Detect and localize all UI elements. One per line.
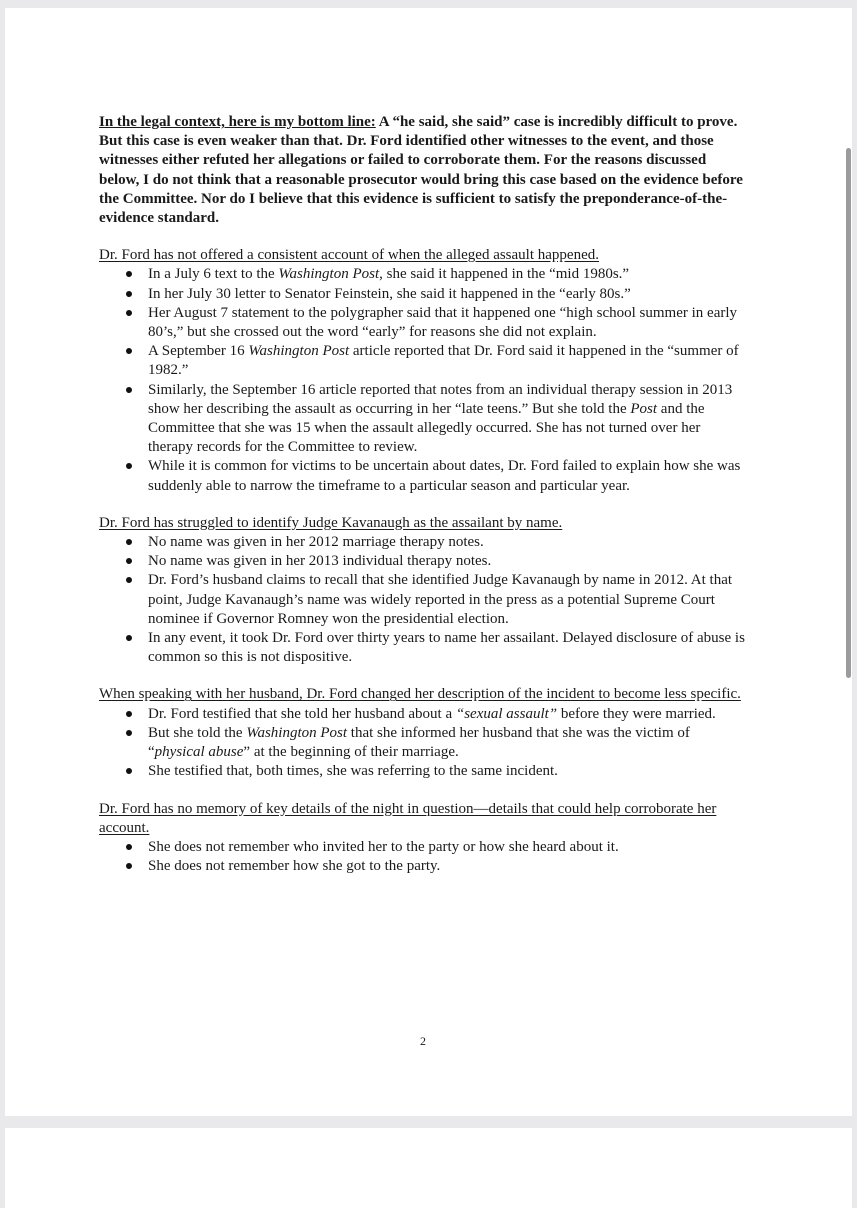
italic-text: Washington Post <box>278 266 380 283</box>
bullet-text: In any event, it took Dr. Ford over thirty years to name her assailant. Delayed disclosure of abuse is common so this is not dispositive. <box>148 630 745 666</box>
bullet-item <box>99 762 749 781</box>
italic-text: “sexual assault” <box>455 705 558 722</box>
document-body <box>99 113 749 876</box>
bullet-dot-icon <box>126 711 132 717</box>
bullet-text: , she said it happened in the “mid 1980s.” <box>379 266 630 283</box>
bullet-dot-icon <box>126 310 132 316</box>
bullet-text: No name was given in her 2012 marriage therapy notes. <box>148 534 484 551</box>
section-heading: Dr. Ford has struggled to identify Judge Kavanaugh as the assailant by name. <box>99 514 563 531</box>
bullet-item <box>99 457 749 495</box>
bullet-dot-icon <box>126 291 132 297</box>
bullet-item <box>99 838 749 857</box>
bullet-text: ” at the beginning of their marriage. <box>243 744 459 761</box>
section-heading: When speaking with her husband, Dr. Ford changed her description of the incident to become less specific. <box>99 686 741 703</box>
bullet-item <box>99 285 749 304</box>
bullet-item <box>99 533 749 552</box>
bullet-item <box>99 381 749 458</box>
sections <box>99 246 749 876</box>
bullet-dot-icon <box>126 577 132 583</box>
italic-text: Post <box>630 400 658 417</box>
section <box>99 685 749 781</box>
bullet-text: that she informed her husband that she was the victim of “ <box>148 724 690 761</box>
bottom-line-text: A “he said, she said” case is incredibly difficult to prove. But this case is even weaker than that. Dr. Ford identified other witnesses to the event, and those witnesses either refuted her allegations or failed to corroborate them. For the reasons discussed below, I do not think that a reasonable prosecutor would bring this case based on the evidence before the Committee. Nor do I believe that this evidence is sufficient to satisfy the preponderance-of-the-evidence standard. <box>99 114 743 227</box>
bullet-text: She testified that, both times, she was referring to the same incident. <box>148 763 558 780</box>
bullet-text: In her July 30 letter to Senator Feinstein, she said it happened in the “early 80s.” <box>148 285 631 302</box>
bullet-item <box>99 705 749 724</box>
bullet-dot-icon <box>126 348 132 354</box>
bullet-text: and the Committee that she was 15 when the assault allegedly occurred. She has not turned over her therapy records for the Committee to review. <box>148 400 705 456</box>
italic-text: Washington Post <box>248 343 350 360</box>
section-heading: Dr. Ford has not offered a consistent account of when the alleged assault happened. <box>99 247 599 264</box>
bullet-dot-icon <box>126 387 132 393</box>
bullet-text: Dr. Ford’s husband claims to recall that she identified Judge Kavanaugh by name in 2012. At that point, Judge Kavanaugh’s name was widely reported in the press as a potential Supreme Court nominee if Governor Romney won the presidential election. <box>148 572 733 627</box>
bottom-line-lead: In the legal context, here is my bottom line: <box>99 114 376 130</box>
bullet-item <box>99 265 749 284</box>
bullet-dot-icon <box>126 558 132 564</box>
bottom-line-paragraph <box>99 113 749 228</box>
section <box>99 514 749 668</box>
bullet-item <box>99 342 749 380</box>
bullet-item <box>99 552 749 571</box>
bullet-text: But she told the <box>148 724 247 741</box>
section <box>99 246 749 496</box>
bullet-list <box>99 533 749 667</box>
bullet-dot-icon <box>126 463 132 469</box>
bullet-dot-icon <box>126 730 132 736</box>
bullet-list <box>99 838 749 876</box>
bullet-list <box>99 265 749 495</box>
bullet-item <box>99 571 749 629</box>
bullet-dot-icon <box>126 844 132 850</box>
next-page <box>5 1128 852 1208</box>
bullet-text: No name was given in her 2013 individual therapy notes. <box>148 553 492 570</box>
bullet-list <box>99 705 749 782</box>
page-number: 2 <box>420 1034 426 1048</box>
section-heading: Dr. Ford has no memory of key details of the night in question—details that could help corroborate her account. <box>99 800 717 836</box>
bullet-text: She does not remember how she got to the party. <box>148 858 441 875</box>
bullet-item <box>99 724 749 762</box>
bullet-item <box>99 857 749 876</box>
bullet-text: article reported that Dr. Ford said it happened in the “summer of 1982.” <box>148 343 739 379</box>
bullet-text: Dr. Ford testified that she told her husband about a <box>148 705 456 722</box>
bullet-dot-icon <box>126 635 132 641</box>
bullet-item <box>99 629 749 667</box>
bullet-text: She does not remember who invited her to the party or how she heard about it. <box>148 838 619 855</box>
bullet-dot-icon <box>126 271 132 277</box>
bullet-text: Similarly, the September 16 article reported that notes from an individual therapy session in 2013 show her describing the assault as occurring in her “late teens.” But she told the <box>148 381 733 417</box>
scrollbar[interactable] <box>846 148 851 678</box>
bullet-text: Her August 7 statement to the polygrapher said that it happened one “high school summer in early 80’s,” but she crossed out the word “early” for reasons she did not explain. <box>148 304 738 341</box>
bullet-text: A September 16 <box>148 343 249 360</box>
bullet-dot-icon <box>126 539 132 545</box>
bullet-text: In a July 6 text to the <box>148 266 279 283</box>
bullet-text: before they were married. <box>557 705 716 722</box>
section <box>99 800 749 877</box>
bullet-item <box>99 304 749 342</box>
italic-text: Washington Post <box>246 724 348 741</box>
bullet-dot-icon <box>126 863 132 869</box>
bullet-text: While it is common for victims to be uncertain about dates, Dr. Ford failed to explain how she was suddenly able to narrow the timeframe to a particular season and particular year. <box>148 458 741 494</box>
bullet-dot-icon <box>126 768 132 774</box>
italic-text: physical abuse <box>154 744 244 761</box>
